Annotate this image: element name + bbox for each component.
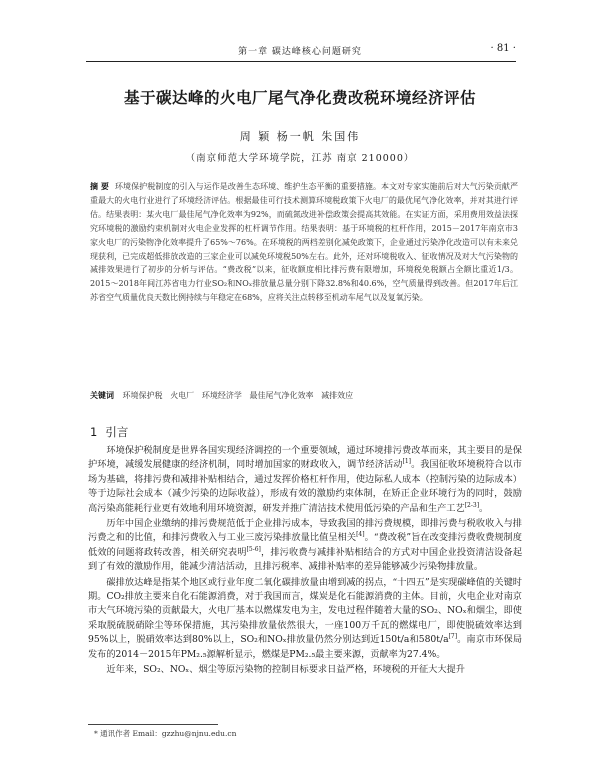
footnote-rule (88, 724, 218, 725)
body-text (88, 444, 522, 679)
paragraph: 碳排放达峰是指某个地区或行业年度二氧化碳排放量由增到减的拐点，“十四五”是实现碳峰值的关键时期。CO₂排放主要来自化石能源消费，对于我国而言，煤炭是化石能源消费的主体。目前，火电企业对南京市大气环境污染的贡献最大，火电厂基本以燃煤发电为主，发电过程伴随着大量的SO₂、NOₓ和烟尘，即使采取脱硫脱硝除尘等环保措施，其污染排放量依然很大，一座100万千瓦的燃煤电厂，即使脱硫效率达到95%以上，脱硝效率达到80%以上，SO₂和NOₓ排放量仍然分别达到近150t/a和580t/a[7]。南京市环保局发布的2014－2015年PM₂.₅源解析显示，燃煤是PM₂.₅最主要来源，贡献率为27.4%。 (88, 576, 523, 660)
authors: 周 颖 杨一帆 朱国伟 (239, 130, 361, 143)
header-rule (86, 61, 516, 62)
citation: [2-3] (464, 501, 480, 509)
page-number: · 81 · (490, 43, 516, 54)
keywords-label: 关键词 (90, 391, 114, 400)
abstract-label: 摘 要 (90, 182, 109, 191)
affiliation: （南京师范大学环境学院，江苏 南京 210000） (185, 153, 415, 164)
abstract-text: 环境保护税制度的引入与运作是改善生态环境、维护生态平衡的重要措施。本文对专家实施前后对大气污染贡献严重最大的火电行业进行了环境经济评估。根据最佳可行技术测算环境税政策下火电厂的最优尾气净化效率，并对其进行评估。结果表明：某火电厂最佳尾气净化效率为92%，而硫氮改进补偿政策会提高其效能。在实证方面，采用费用效益法探究环境税的激励约束机制对火电企业发挥的杠杆调节作用。结果表明：基于环境税的杠杆作用，2015－2017年南京市3家火电厂的污染物净化效率提升了65%～76%。在环境税的两档差别化减免政策下，企业通过污染净化改造可以有未来兑现获利，已完成超低排放改造的三家企业可以减免环境税50%左右。此外，还对环境税收入、征收情况及对大气污染物的减排效果进行了初步的分析与评估。“费改税”以来，征收额度相比排污费有限增加，环境税免税额占全额比重近1/3。2015～2018年间江苏省电力行业SO₂和NOₓ排放量总量分别下降32.8%和40.6%，空气质量得到改善。但2017年后江苏省空气质量优良天数比例持续与年稳定在68%，应将关注点转移至机动车尾气以及复氧污染。 (90, 182, 518, 303)
abstract (90, 180, 518, 305)
section-heading (90, 424, 136, 440)
paper-title: 基于碳达峰的火电厂尾气净化费改税环境经济评估 (123, 89, 476, 107)
citation: [5-6] (246, 545, 261, 553)
keyword: 减排效应 (321, 391, 354, 400)
footnote: * 通讯作者 Email：gzzhu@njnu.edu.cn (94, 729, 237, 738)
paragraph: 近年来，SO₂、NOₓ、烟尘等原污染物的控制目标要求日益严格，环境税的开征大大提升 (106, 664, 465, 676)
keyword: 环境经济学 (201, 391, 242, 400)
keyword: 环境保护税 (122, 391, 163, 400)
citation: [4] (356, 531, 365, 539)
citation: [1] (402, 458, 411, 466)
section-title: 引言 (105, 425, 129, 439)
paragraph: 历年中国企业缴纳的排污费规范低于企业排污成本，导致我国的排污费规模，即排污费与税收收入与排污费之和的比值，和排污费收入与工业三废污染排放量比值呈相关[4]。“费改税”旨在改变排污费收费规制度低效的问题将政转改善，相关研究表明[5-6]，排污收费与减排补贴相结合的方式对中国企业投资清洁设备起到了有效的激励作用，能减少清洁活动，且排污税率、减排补贴率的差异能够减少污染物排放量。 (88, 518, 523, 573)
paragraph: 环境保护税制度是世界各国实现经济调控的一个重要领域，通过环境排污费改革而来，其主要目的是保护环境，减缓发展健康的经济机制，同时增加国家的财政收入，调节经济活动[1]。我国征收环境税符合以市场为基础，将排污费和减排补贴相结合，通过发挥价格杠杆作用，使边际私人成本（控制污染的边际成本）等于边际社会成本（减少污染的边际收益），形成有效的激励约束体制，在矫正企业环境行为的同时，鼓励高污染高能耗行业更有效地利用环境资源，研发并推广清洁技术使用低污染的产品和生产工艺[2-3]。 (88, 445, 522, 514)
citation: [7] (448, 633, 458, 641)
keyword: 火电厂 (170, 391, 195, 400)
keyword: 最佳尾气净化效率 (249, 391, 314, 400)
keywords (90, 389, 518, 402)
running-head (0, 42, 600, 60)
running-head-title: 第一章 碳达峰核心问题研究 (238, 47, 362, 57)
section-number: 1 (90, 425, 98, 439)
